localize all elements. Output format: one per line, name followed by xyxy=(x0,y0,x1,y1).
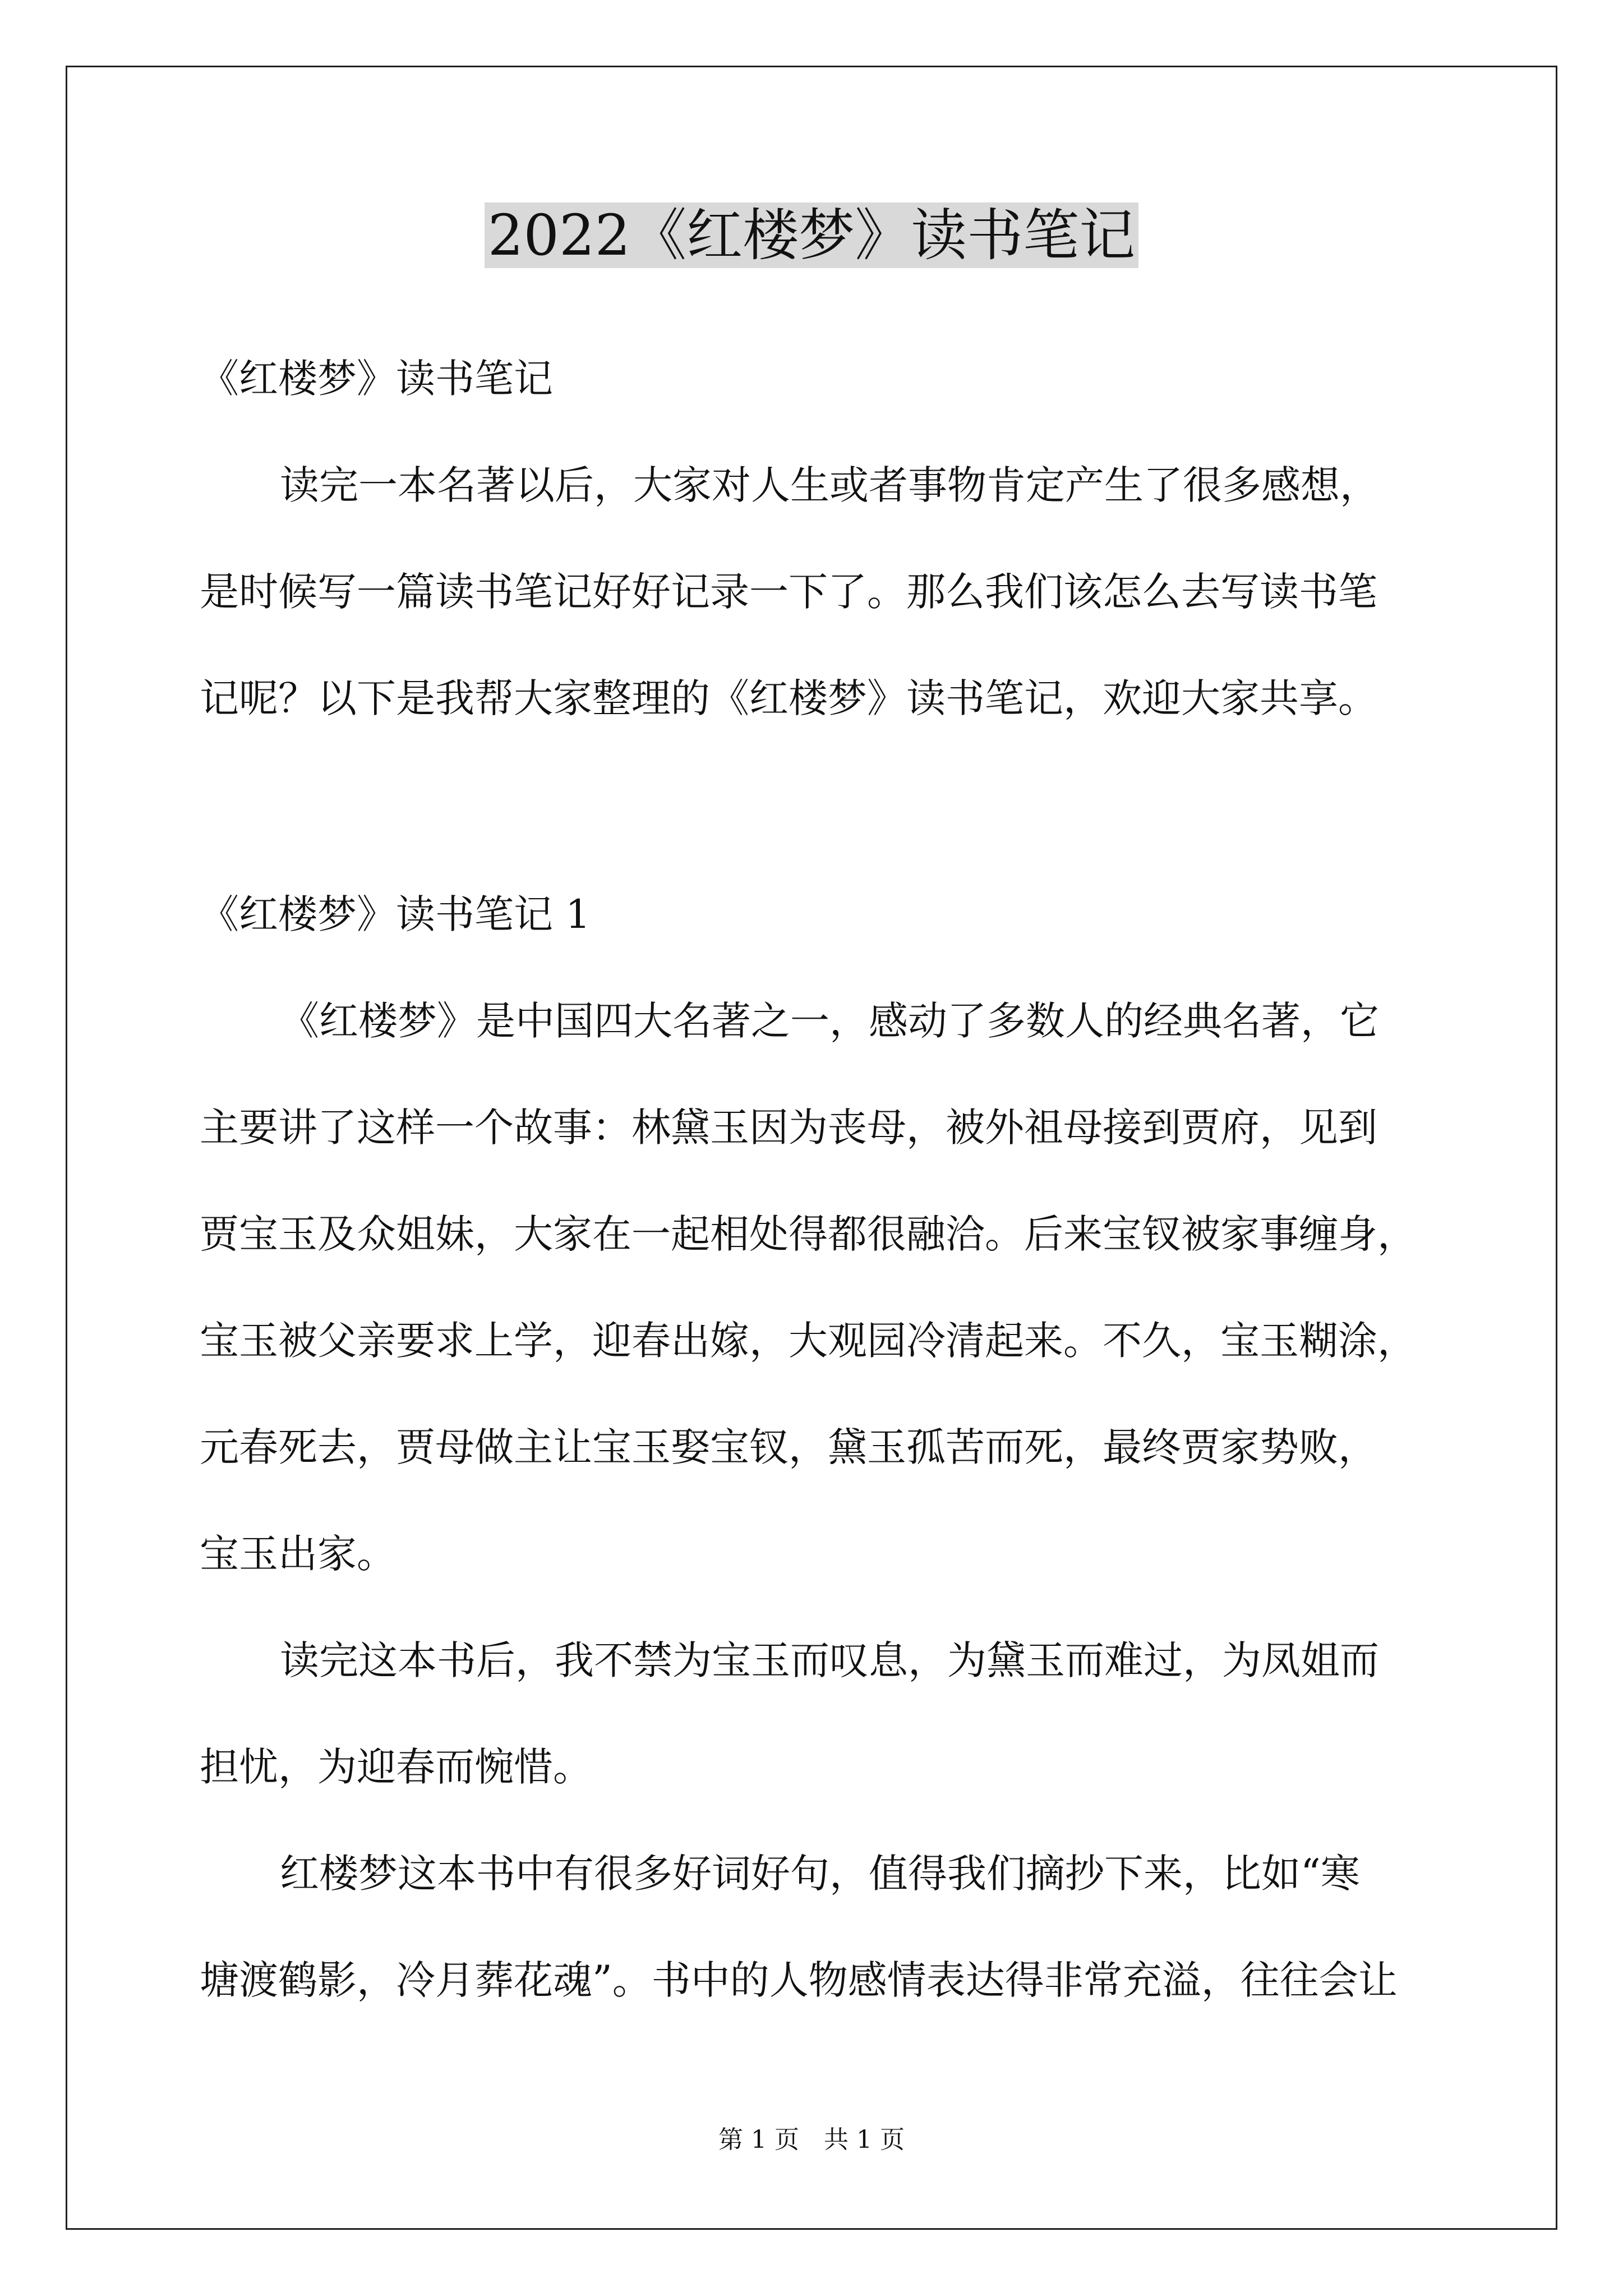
paragraph1-line-5: 元春死去，贾母做主让宝玉娶宝钗，黛玉孤苦而死，最终贾家势败， xyxy=(200,1424,1377,1470)
paragraph1-line-3: 贾宝玉及众姐妹，大家在一起相处得都很融洽。后来宝钗被家事缠身， xyxy=(200,1211,1417,1257)
paragraph1-line-1: 《红楼梦》是中国四大名著之一，感动了多数人的经典名著，它 xyxy=(280,998,1379,1044)
intro-line-1: 读完一本名著以后，大家对人生或者事物肯定产生了很多感想， xyxy=(280,462,1379,508)
paragraph1-line-4: 宝玉被父亲要求上学，迎春出嫁，大观园冷清起来。不久，宝玉糊涂， xyxy=(200,1318,1417,1364)
paragraph1-line-2: 主要讲了这样一个故事：林黛玉因为丧母，被外祖母接到贾府，见到 xyxy=(200,1105,1377,1151)
paragraph1-line-6: 宝玉出家。 xyxy=(200,1531,396,1577)
intro-heading: 《红楼梦》读书笔记 xyxy=(200,356,553,402)
paragraph2-line-2: 担忧，为迎春而惋惜。 xyxy=(200,1744,592,1790)
document-title xyxy=(0,196,1623,275)
page-footer xyxy=(0,2123,1623,2157)
page-number: 第 1 页 xyxy=(718,2125,799,2154)
paragraph3-line-1: 红楼梦这本书中有很多好词好句，值得我们摘抄下来，比如“寒 xyxy=(280,1851,1360,1897)
paragraph2-line-1: 读完这本书后，我不禁为宝玉而叹息，为黛玉而难过，为凤姐而 xyxy=(280,1637,1379,1683)
page-total: 共 1 页 xyxy=(824,2125,905,2154)
section-heading: 《红楼梦》读书笔记 1 xyxy=(200,891,591,937)
intro-line-3: 记呢？以下是我帮大家整理的《红楼梦》读书笔记，欢迎大家共享。 xyxy=(200,675,1377,721)
paragraph3-line-2: 塘渡鹤影，冷月葬花魂”。书中的人物感情表达得非常充溢，往往会让 xyxy=(200,1957,1398,2003)
document-title-text: 2022《红楼梦》读书笔记 xyxy=(485,203,1139,268)
intro-line-2: 是时候写一篇读书笔记好好记录一下了。那么我们该怎么去写读书笔 xyxy=(200,569,1377,615)
